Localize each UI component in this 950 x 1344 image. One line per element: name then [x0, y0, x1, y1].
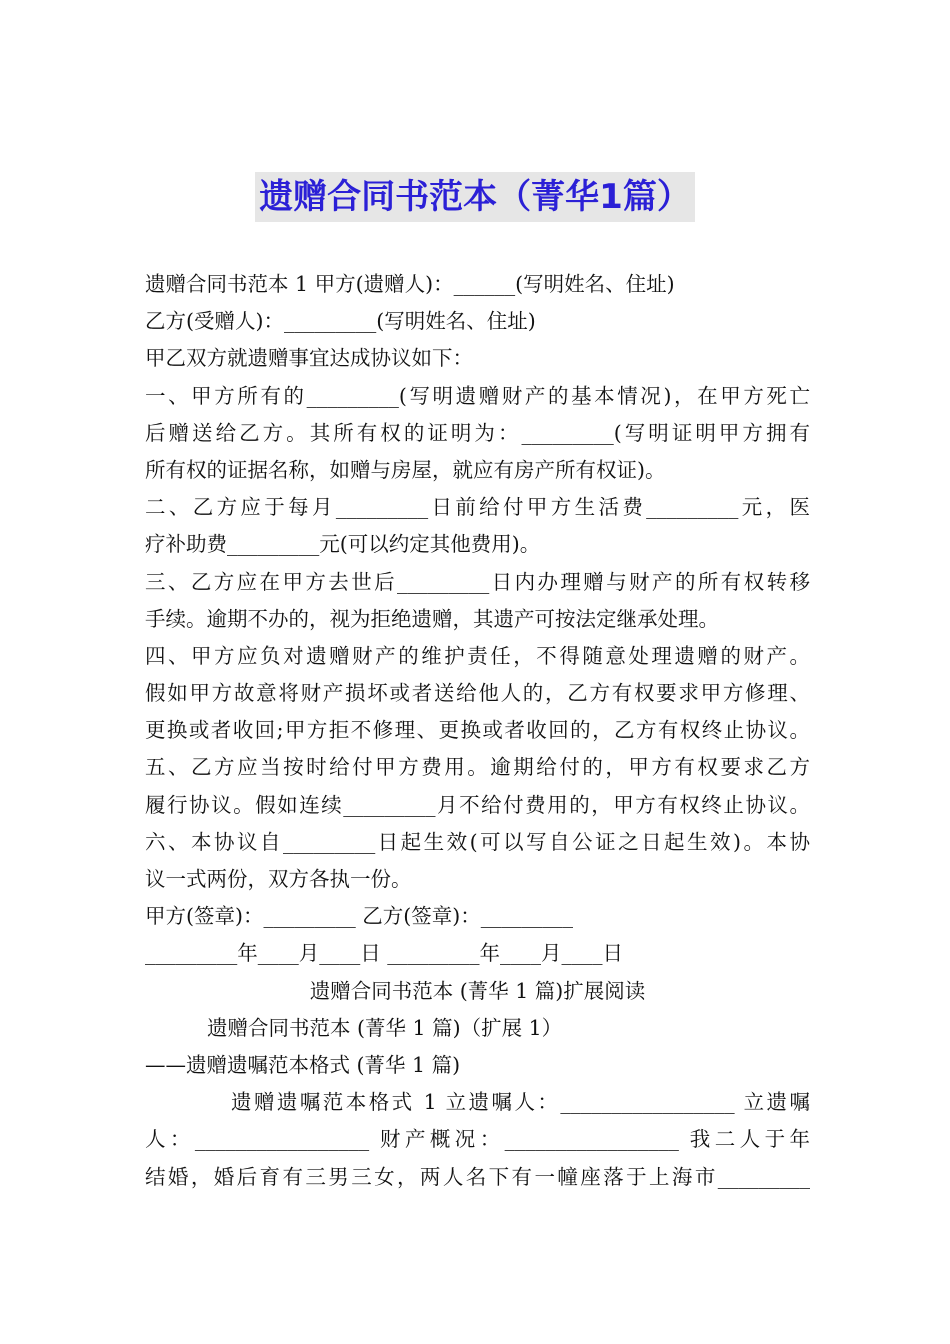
paragraph-line: 所有权的证据名称，如赠与房屋，就应有房产所有权证)。	[145, 457, 666, 482]
paragraph-line: 遗赠遗嘱范本格式 1 立遗嘱人：_________________ 立遗嘱	[231, 1090, 810, 1115]
paragraph-line: 四、甲方应负对遗赠财产的维护责任，不得随意处理遗赠的财产。	[145, 643, 810, 668]
paragraph-line: 五、乙方应当按时给付甲方费用。逾期给付的，甲方有权要求乙方	[145, 755, 810, 780]
paragraph-line: 人：_________________ 财产概况：_________________ 我二人于年	[145, 1127, 810, 1152]
paragraph-line: 后赠送给乙方。其所有权的证明为：_________(写明证明甲方拥有	[145, 420, 810, 445]
signature-line: 甲方(签章)：_________ 乙方(签章)：_________	[145, 904, 574, 929]
document-body	[145, 266, 810, 1196]
paragraph-line: 遗赠合同书范本 1 甲方(遗赠人)：______(写明姓名、住址)	[145, 272, 675, 296]
paragraph-line: 甲乙双方就遗赠事宜达成协议如下：	[145, 346, 473, 371]
paragraph-line: 结婚，婚后育有三男三女，两人名下有一幢座落于上海市_________	[145, 1164, 810, 1189]
document-title: 遗赠合同书范本（菁华1篇）	[255, 172, 695, 222]
paragraph-line: 三、乙方应在甲方去世后_________日内办理赠与财产的所有权转移	[145, 569, 810, 594]
paragraph-line: 乙方(受赠人)：_________(写明姓名、住址)	[145, 309, 536, 334]
paragraph-line: 履行协议。假如连续_________月不给付费用的，甲方有权终止协议。	[145, 792, 810, 817]
paragraph-line: 疗补助费_________元(可以约定其他费用)。	[145, 532, 541, 557]
paragraph-line: 更换或者收回;甲方拒不修理、更换或者收回的，乙方有权终止协议。	[145, 718, 810, 743]
paragraph-line: 一、甲方所有的_________(写明遗赠财产的基本情况)，在甲方死亡	[145, 383, 810, 408]
title-wrapper	[0, 172, 950, 222]
paragraph-line: 议一式两份，双方各执一份。	[145, 867, 412, 891]
paragraph-line: 六、本协议自_________日起生效(可以写自公证之日起生效)。本协	[145, 829, 810, 854]
extended-reading-heading: 遗赠合同书范本 (菁华 1 篇)扩展阅读	[309, 978, 646, 1003]
paragraph-line: 手续。逾期不办的，视为拒绝遗赠，其遗产可按法定继承处理。	[145, 606, 719, 631]
section-heading: ——遗赠遗嘱范本格式 (菁华 1 篇)	[145, 1052, 461, 1077]
date-line: _________年____月____日 _________年____月____日	[145, 941, 624, 966]
extension-heading: 遗赠合同书范本 (菁华 1 篇)（扩展 1）	[207, 1015, 563, 1040]
paragraph-line: 二、乙方应于每月_________日前给付甲方生活费_________元，医	[145, 495, 810, 520]
paragraph-line: 假如甲方故意将财产损坏或者送给他人的，乙方有权要求甲方修理、	[145, 681, 810, 706]
